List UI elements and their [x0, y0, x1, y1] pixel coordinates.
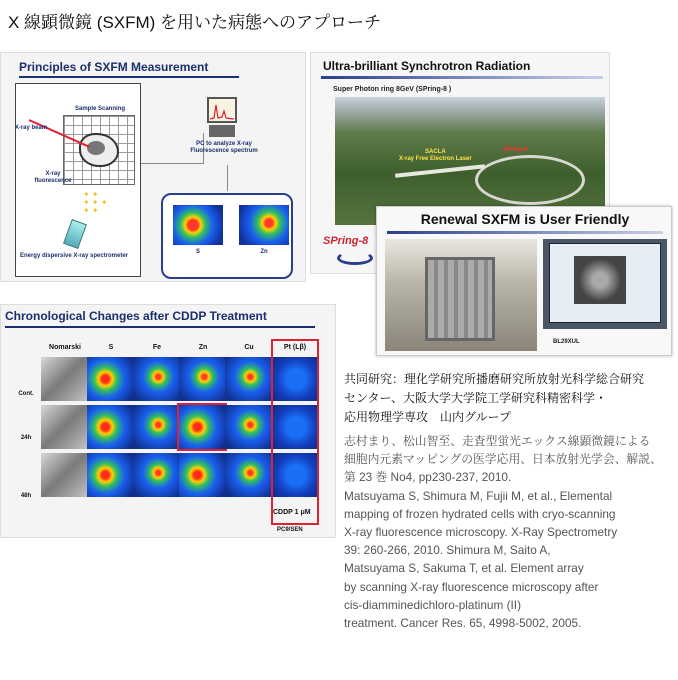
chronological-title-underline — [5, 326, 315, 328]
element-map-tile — [87, 357, 133, 401]
nomarski-image — [41, 453, 87, 497]
apparatus-frame — [425, 257, 495, 341]
reference-line: 志村まり、松山智至、走査型蛍光エックス線顕微鏡による — [344, 434, 651, 448]
nomarski-image — [41, 357, 87, 401]
synchrotron-title: Ultra-brilliant Synchrotron Radiation — [323, 59, 531, 73]
row-label-24h: 24h — [20, 435, 32, 441]
renewal-title-underline — [387, 231, 663, 234]
collaboration-line: センター、大阪大学大学院工学研究科精密科学・ — [344, 391, 608, 405]
pc-monitor-icon — [207, 97, 237, 123]
column-header-zn: Zn — [198, 344, 208, 351]
column-header-pt: Pt (Lβ) — [283, 344, 307, 351]
nomarski-image — [41, 405, 87, 449]
element-map-tile — [225, 405, 271, 449]
cell-line-label: PC9/SEN — [277, 527, 303, 533]
row-label-48h: 48h — [20, 493, 32, 499]
sulfur-map-image — [173, 205, 223, 245]
synchrotron-subtitle: Super Photon ring 8GeV (SPring-8 ) — [333, 86, 452, 93]
reference-line: by scanning X-ray fluorescence microscopy after — [344, 579, 599, 594]
element-map-tile — [179, 357, 225, 401]
spring8-logo-arc — [337, 251, 373, 265]
connector-line — [141, 163, 203, 164]
reference-line: 39: 260-266, 2010. Shimura M, Saito A, — [344, 543, 551, 558]
reference-line: treatment. Cancer Res. 65, 4998-5002, 2005. — [344, 616, 582, 631]
xray-beam-label: X-ray beam — [14, 125, 48, 131]
sacla-subtitle: X-ray Free Electron Laser — [399, 156, 472, 162]
element-map-tile — [133, 453, 179, 497]
reference-line: Matsuyama S, Sakuma T, et al. Element array — [344, 561, 584, 576]
principles-title-underline — [19, 76, 239, 78]
reference-line: 第 23 巻 No4, pp230-237, 2010. — [344, 470, 512, 485]
collaboration-line: 応用物理学専攻 山内グループ — [344, 410, 512, 424]
page-title: X 線顕微鏡 (SXFM) を用いた病態へのアプローチ — [8, 13, 382, 32]
sacla-name: SACLA — [425, 149, 446, 155]
column-header-fe: Fe — [152, 344, 162, 351]
element-map-tile — [225, 357, 271, 401]
pt-column-highlight — [271, 339, 319, 525]
principles-title: Principles of SXFM Measurement — [19, 60, 209, 74]
screen-image-view — [574, 256, 626, 304]
storage-ring — [475, 155, 585, 205]
principles-panel — [0, 52, 306, 282]
map-label-zn: Zn — [260, 249, 268, 255]
zinc-map-image — [239, 205, 289, 245]
cddp-label: CDDP 1 μM — [273, 509, 311, 516]
reference-line: mapping of frozen hydrated cells with cryo-scanning — [344, 506, 616, 521]
row-label-cont: Cont. — [18, 391, 34, 397]
xray-fluorescence-label: X-ray fluorescence — [34, 171, 72, 184]
reference-line: X-ray fluorescence microscopy. X-Ray Spectrometry — [344, 525, 618, 540]
control-screen-photo — [543, 239, 667, 329]
column-header-s: S — [108, 344, 114, 351]
chronological-title: Chronological Changes after CDDP Treatment — [5, 309, 267, 323]
element-map-tile — [87, 453, 133, 497]
column-header-nomarski: Nomarski — [49, 344, 81, 351]
element-map-tile — [87, 405, 133, 449]
renewal-panel — [376, 206, 672, 356]
connector-arrow — [227, 165, 228, 191]
sxfm-apparatus-photo — [385, 239, 537, 351]
spring8-photo-label: SPring-8 — [503, 147, 528, 153]
renewal-title: Renewal SXFM is User Friendly — [420, 211, 630, 227]
references-text — [344, 432, 676, 632]
chronological-panel — [0, 304, 336, 538]
pc-base-icon — [209, 125, 235, 137]
column-header-cu: Cu — [244, 344, 254, 351]
element-map-tile — [133, 357, 179, 401]
synchrotron-title-underline — [321, 76, 603, 79]
spring8-logo: SPring-8 — [323, 235, 369, 247]
element-map-tile — [179, 453, 225, 497]
element-map-tile — [225, 453, 271, 497]
reference-line: cis-diamminedichloro-platinum (II) — [344, 597, 522, 612]
detector-label: Energy dispersive X-ray spectrometer — [19, 253, 129, 259]
sample-scanning-label: Sample Scanning — [74, 106, 125, 112]
element-map-tile — [133, 405, 179, 449]
fluorescence-stars: ✦ ✦ ✦ ✦ ✦ ✦ ✦ — [83, 190, 108, 215]
element-map-tile — [179, 405, 225, 449]
pc-label: PC to analyze X-ray Fluorescence spectrum — [190, 141, 258, 154]
collaboration-text — [344, 370, 674, 427]
collaboration-line: 共同研究：理化学研究所播磨研究所放射光科学総合研究 — [344, 372, 645, 386]
cell-nucleus — [87, 141, 105, 155]
map-label-s: S — [195, 249, 200, 255]
linac-line — [395, 164, 485, 177]
sacla-label — [399, 149, 472, 163]
beamline-label: BL29XUL — [553, 339, 580, 345]
control-software-screen — [549, 243, 661, 323]
reference-line: Matsuyama S, Shimura M, Fujii M, et al., Elemental — [344, 488, 613, 503]
reference-line: 細胞内元素マッピングの医学応用、日本放射光学会、解説、 — [344, 452, 662, 467]
